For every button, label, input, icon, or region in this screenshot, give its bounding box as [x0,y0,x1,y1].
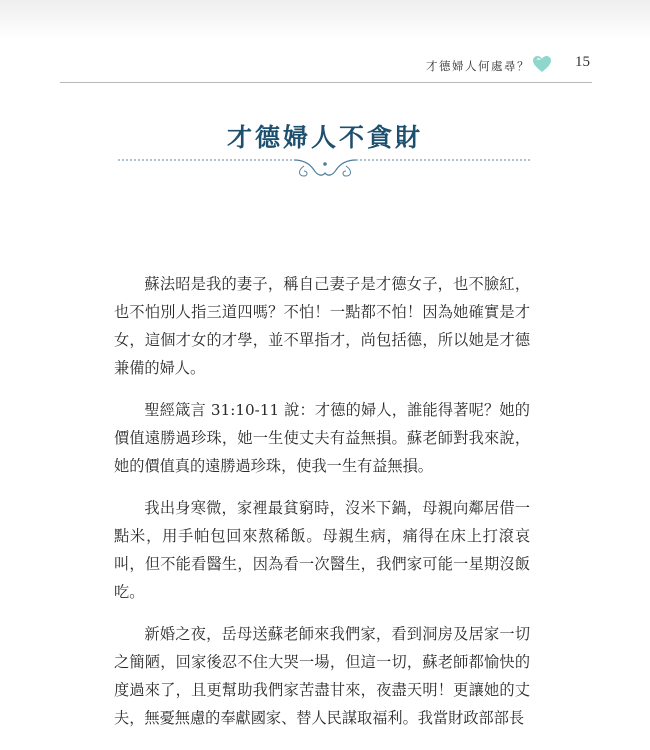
flourish-divider-icon [118,152,532,182]
paragraph: 聖經箴言 31:10-11 說：才德的婦人，誰能得著呢？她的價值遠勝過珍珠，她一生使丈夫有益無損。蘇老師對我來說，她的價值真的遠勝過珍珠，使我一生有益無損。 [114,401,530,475]
paragraph: 蘇法昭是我的妻子，稱自己妻子是才德女子，也不臉紅，也不怕別人指三道四嗎？不怕！一點都不怕！因為她確實是才女，這個才女的才學，並不單指才，尚包括德，所以她是才德兼備的婦人。 [114,275,530,377]
running-title: 才德婦人何處尋？ [426,59,530,73]
page-top-shadow [0,0,650,40]
chapter-title: 才德婦人不貪財 [226,123,423,152]
page-number: 15 [575,54,590,70]
paragraph: 我出身寒微，家裡最貧窮時，沒米下鍋，母親向鄰居借一點米，用手帕包回來熬稀飯。母親生病，痛得在床上打滾哀叫，但不能看醫生，因為看一次醫生，我們家可能一星期沒飯吃。 [114,499,530,601]
body-text [114,270,530,746]
heart-icon [532,55,552,73]
paragraph: 新婚之夜，岳母送蘇老師來我們家，看到洞房及居家一切之簡陋，回家後忍不住大哭一場，但這一切，蘇老師都愉快的度過來了，且更幫助我們家苦盡甘來，夜盡天明！更讓她的丈夫，無憂無慮的奉獻國家、替人民謀取福利。我當財政部部長 [114,625,530,727]
running-header [60,48,592,83]
